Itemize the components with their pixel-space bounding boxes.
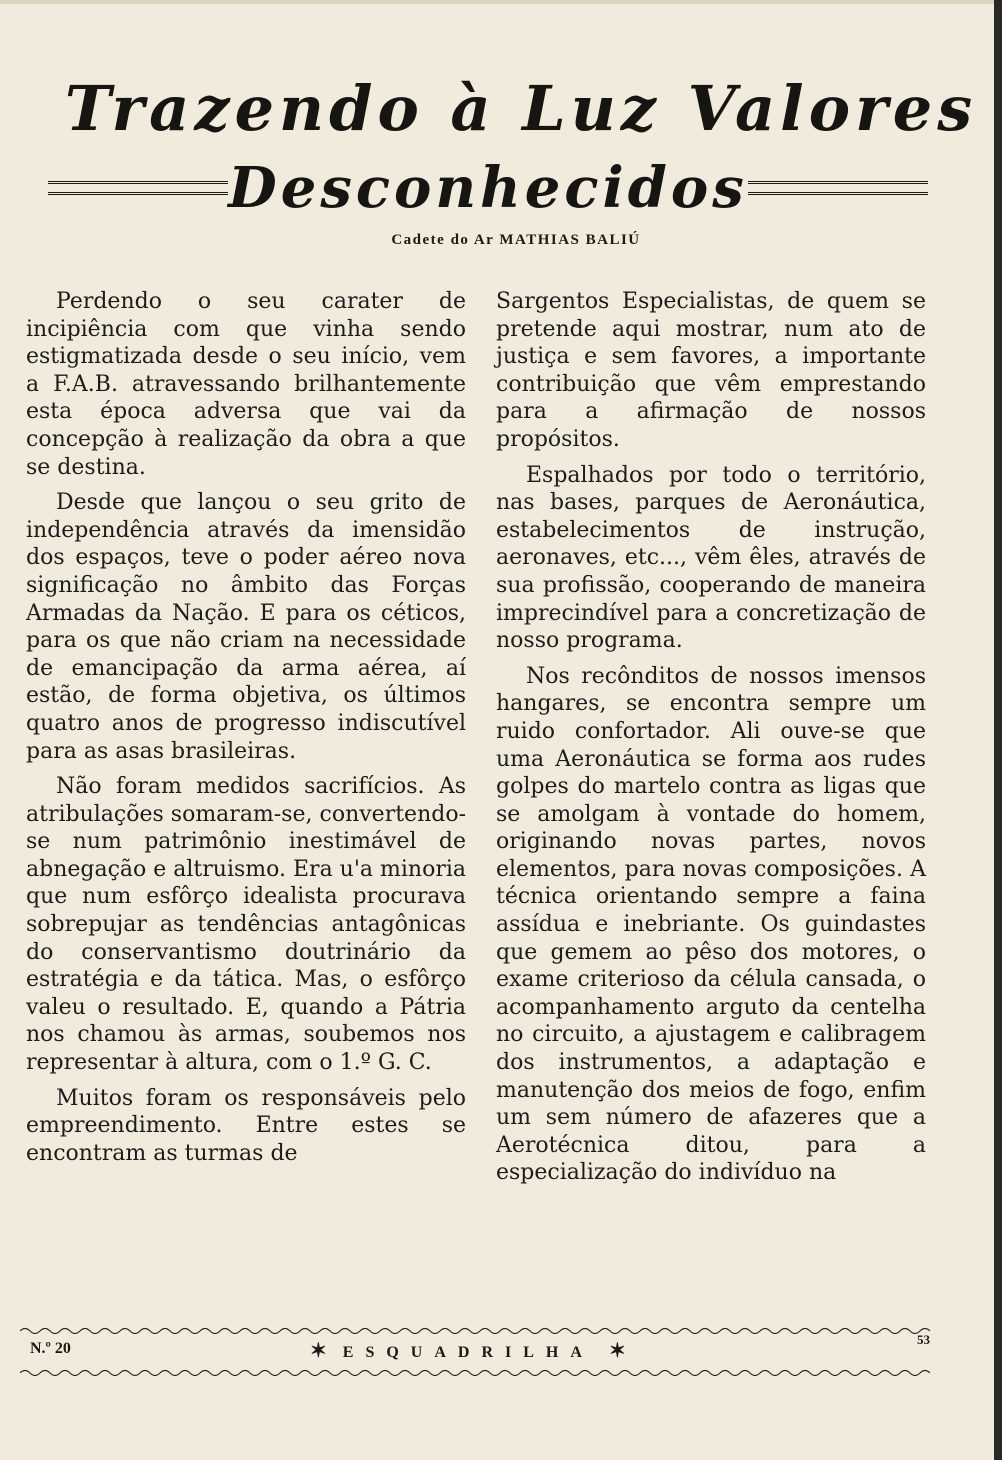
title-rule-left (48, 181, 228, 195)
page-top-edge (0, 0, 1002, 4)
paragraph: Sargentos Especialistas, de quem se pretende aqui mostrar, num ato de justiça e sem favores, a importante contribuição que vêm emprestando para a afirmação de nossos propósitos. (496, 289, 926, 452)
issue-number: N.º 20 (30, 1340, 71, 1357)
paragraph: Muitos foram os responsáveis pelo empreendimento. Entre estes se encontram as turmas de (26, 1085, 466, 1166)
page-right-edge (994, 0, 1002, 1460)
page-footer (30, 1332, 930, 1364)
paragraph: Perdendo o seu carater de incipiência com que vinha sendo estigmatizada desde o seu início, vem a F.A.B. atravessando brilhantemente esta época adversa que vai da concepção à realização da obra a que se destina. (26, 289, 466, 480)
paragraph: Espalhados por todo o território, nas bases, parques de Aeronáutica, estabelecimentos de instrução, aeronaves, etc..., vêm êles, através de sua profissão, cooperando de maneira imprecindível para a concretização de nosso programa. (496, 462, 926, 654)
article-title-line1: Trazendo à Luz Valores (64, 72, 978, 145)
paragraph: Desde que lançou o seu grito de independência através da imensidão dos espaços, teve o poder aéreo nova significação no âmbito das Forças Armadas da Nação. E para os céticos, para os que não criam na necessidade de emancipação da arma aérea, aí estão, de forma objetiva, os últimos quatro anos de progresso indiscutível para as asas brasileiras. (26, 490, 466, 764)
footer-wave-rule-top (20, 1326, 930, 1336)
text-column-left (26, 288, 466, 1175)
footer-wave-rule-bottom (20, 1368, 930, 1378)
paragraph: Nos recônditos de nossos imensos hangares, se encontra sempre um ruido confortador. Ali ouve-se que uma Aeronáutica se forma aos rudes golpes do martelo contra as ligas que se amolgam à vontade do homem, originando novas partes, novos elementos, para novas composições. A técnica orientando sempre a faina assídua e inebriante. Os guindastes que gemem ao pêso dos motores, o exame criterioso da célula cansada, o acompanhamento arguto da centelha no circuito, a ajustagem e calibragem dos instrumentos, a adaptação e manutenção dos meios de fogo, enfim um sem número de afazeres que a Aerotécnica ditou, para a especialização do indivíduo na (496, 663, 926, 1186)
article-title-line2: Desconhecidos (228, 155, 748, 221)
title-rule-right (748, 181, 928, 195)
paragraph: Não foram medidos sacrifícios. As atribulações somaram-se, convertendo-se num patrimônio inestimável de abnegação e altruismo. Era u'a minoria que num esfôrço idealista procurava sobrepujar as tendências antagônicas do conservantismo doutrinário da estratégia e da tática. Mas, o esfôrço valeu o resultado. E, quando a Pátria nos chamou às armas, soubemos nos representar à altura, com o 1.º G. C. (26, 774, 467, 1076)
text-column-right (496, 288, 926, 1195)
page-number: 53 (917, 1332, 930, 1347)
magazine-name: ESQUADRILHA (342, 1344, 594, 1361)
article-title-line2-row (48, 148, 928, 228)
star-icon: ✶ (310, 1340, 327, 1362)
article-byline: Cadete do Ar MATHIAS BALIÚ (391, 232, 641, 248)
star-icon: ✶ (609, 1340, 626, 1362)
magazine-name-row (310, 1338, 626, 1363)
